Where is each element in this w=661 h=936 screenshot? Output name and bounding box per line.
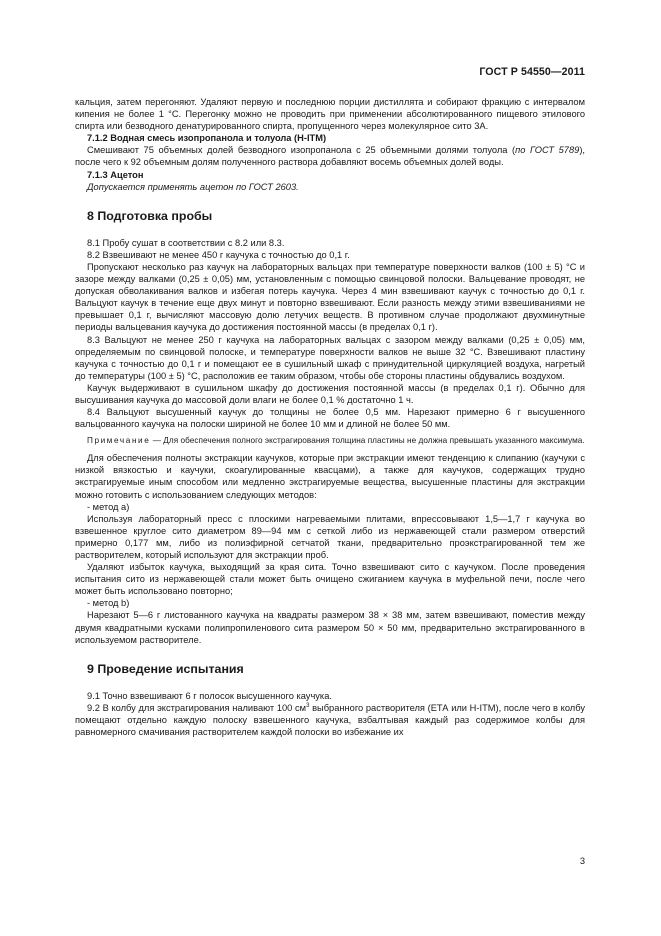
paragraph-8-3: 8.3 Вальцуют не менее 250 г каучука на лабораторных вальцах с зазором между валками (0,25 ± 0,05) мм, определяемым по свинцовой полоске, и температуре поверхности валков не выше 32 °С. Взвешивают пластину каучука с точностью до 0,1 г и помещают ее в сушильный шкаф с принудительной циркуляцией воздуха, нагретый до температуры (100 ± 5) °С, расположив ее таким образом, чтобы обе стороны пластины обдувались воздухом. [75, 334, 585, 381]
note-label: Примечание [87, 436, 151, 446]
paragraph-continuation: кальция, затем перегоняют. Удаляют первую и последнюю порции дистиллята и собирают фракцию с интервалом кипения не более 1 °С. Перегонку можно не проводить при применении абсолютированного пищевого этилового спирта или безводного денатурированного спирта, пропущенного через молекулярное сито 3А. [75, 97, 585, 132]
method-a-label: - метод а) [87, 501, 130, 512]
page-number: 3 [579, 856, 585, 866]
note [75, 435, 585, 446]
paragraph-8-2-milling: Пропускают несколько раз каучук на лабораторных вальцах при температуре поверхности валков (100 ± 5) °С и зазоре между валками (0,25 ± 0,05) мм, установленным с помощью свинцовой полоски. Вальцевание проводят, не допуская обволакивания валков и избегая потерь каучука. Через 4 мин взвешивают каучук с точностью до 0,1 г. Вальцуют каучук в течение еще двух минут и повторно взвешивают. Если разность между этими взвешиваниями не превышает 0,1 г, вычисляют массовую долю летучих веществ. В противном случае продолжают двухминутные периоды вальцевания каучука до достижения постоянной массы (в пределах 0,1 г). [75, 261, 585, 333]
section-8-heading: 8 Подготовка пробы [87, 208, 213, 223]
page-content [75, 96, 585, 738]
text-run: Смешивают 75 объемных долей безводного изопропанола с 25 объемными долями толуола ( [87, 145, 516, 156]
section-9-heading: 9 Проведение испытания [87, 661, 244, 676]
subsection-7-1-3-text: Допускается применять ацетон по ГОСТ 2603. [87, 181, 299, 192]
paragraph-method-a-cleanup: Удаляют избыток каучука, выходящий за края сита. Точно взвешивают сито с каучуком. После проведения испытания сито из нержавеющей стали может быть очищено сжиганием каучука в муфельной печи, после чего может быть использовано повторно; [75, 562, 585, 597]
subsection-7-1-2-text [75, 144, 585, 168]
paragraph-9-2 [75, 702, 585, 738]
paragraph-8-1: 8.1 Пробу сушат в соответствии с 8.2 или 8.3. [87, 237, 285, 248]
document-id-header: ГОСТ Р 54550—2011 [479, 66, 585, 78]
standard-reference: по ГОСТ 5789 [515, 145, 580, 156]
subsection-7-1-2-title: 7.1.2 Водная смесь изопропанола и толуола (H-ITM) [87, 133, 327, 144]
text-run: выбранного растворителя (ЕТА или H-ITM), после чего в колбу помещают отдельно каждую полоску взвешенного каучука, взбалтывая каждый раз содержимое колбы для равномерного смачивания растворителем каждой полоски во избежание их [75, 702, 585, 738]
subsection-7-1-3-title: 7.1.3 Ацетон [87, 169, 144, 180]
text-run: 9.2 В колбу для экстрагирования наливают 100 см [87, 702, 307, 713]
paragraph-method-a: Используя лабораторный пресс с плоскими нагреваемыми плитами, впрессовывают 1,5—1,7 г каучука во взвешенное круглое сито диаметром 89—94 мм с сеткой либо из нержавеющей стали размером отверстий примерно 0,177 мм, либо из полиэфирной сетчатой ткани, предварительно проэкстрагированной тем же растворителем, который используют для экстракции проб. [75, 513, 585, 560]
paragraph-method-b: Нарезают 5—6 г листованного каучука на квадраты размером 38 × 38 мм, затем взвешивают, поместив между двумя квадратными кусками полипропиленового сита размером 50 × 50 мм, предварительно экстрагированного в используемом растворителе. [75, 610, 585, 645]
paragraph-extraction: Для обеспечения полноты экстракции каучуков, которые при экстракции имеют тенденцию к слипанию (каучуки с низкой вязкостью и каучуки, скоагулированные квасцами), а также для каучуков, содержащих трудно экстрагируемые иным способом или медленно экстрагируемые вещества, высушенные пластины для экстракции можно готовить с использованием следующих методов: [75, 453, 585, 500]
note-text: — Для обеспечения полного экстрагирования толщина пластины не должна превышать указанного максимума. [150, 436, 585, 446]
paragraph-8-2: 8.2 Взвешивают не менее 450 г каучука с точностью до 0,1 г. [87, 249, 350, 260]
paragraph-8-3-drying: Каучук выдерживают в сушильном шкафу до достижения постоянной массы (в пределах 0,1 г). Обычно для высушивания каучука до массовой доли влаги не более 0,1 % достаточно 1 ч. [75, 382, 585, 405]
method-b-label: - метод b) [87, 598, 130, 609]
paragraph-9-1: 9.1 Точно взвешивают 6 г полосок высушенного каучука. [87, 690, 332, 701]
text-run: ), после чего к 92 объемным долям полученного раствора добавляют восемь объемных долей воды. [75, 145, 586, 168]
paragraph-8-4: 8.4 Вальцуют высушенный каучук до толщины не более 0,5 мм. Нарезают примерно 6 г высушенного вальцованного каучука на полоски шириной не более 10 мм и длиной не более 50 мм. [75, 407, 585, 430]
superscript: 3 [306, 702, 310, 709]
